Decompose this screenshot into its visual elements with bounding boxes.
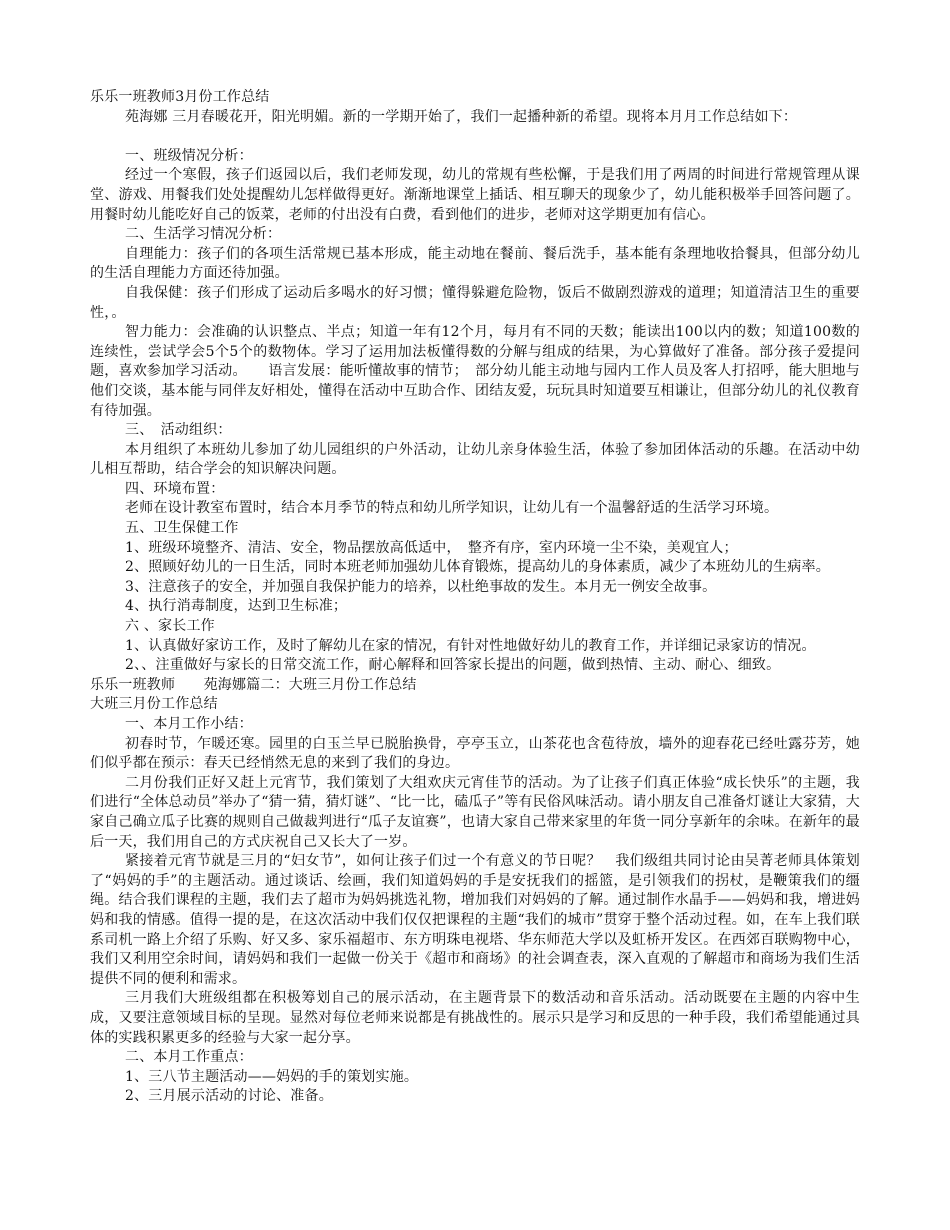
subtitle: 大班三月份工作总结 — [90, 696, 218, 713]
list-item: 1、三八节主题活动——妈妈的手的策划实施。 — [125, 1068, 419, 1085]
paragraph: 智力能力：会准确的认识整点、半点；知道一年有12个月，每月有不同的天数；能读出100以内的数；知道100数的连续性，尝试学会5个5个的数物体。学习了运用加法板懂得数的分解与组成的结果，为心算做好了准备。部分孩子爱提问题，喜欢参加学习活动。 语言发展：能听懂故事的情节； 部分幼儿能主动地与园内工作人员及客人打招呼，能大胆地与他们交谈，基本能与同伴友好相处，懂得在活动中互助合作、团结友爱，玩玩具时知道要互相谦让，但部分幼儿的礼仪教育有待加强。 — [90, 324, 860, 419]
blank-line — [90, 127, 860, 147]
list-item: 1、班级环境整齐、清洁、安全，物品摆放高低适中， 整齐有序，室内环境一尘不染，美观宜人； — [125, 539, 738, 556]
paragraph: 初春时节，乍暖还寒。园里的白玉兰早已脱胎换骨，亭亭玉立，山茶花也含苞待放，墙外的迎春花已经吐露芬芳，她们似乎都在预示：春天已经悄然无息的来到了我们的身边。 — [90, 735, 860, 772]
section-heading: 二、本月工作重点： — [125, 1049, 253, 1066]
section-heading: 三、 活动组织： — [125, 422, 232, 439]
list-item: 1、认真做好家访工作，及时了解幼儿在家的情况，有针对性地做好幼儿的教育工作，并详细记录家访的情况。 — [125, 637, 816, 654]
list-item: 2、三月展示活动的讨论、准备。 — [125, 1088, 333, 1105]
paragraph: 三月我们大班级组都在积极筹划自己的展示活动，在主题背景下的数活动和音乐活动。活动既要在主题的内容中生成，又要注意领域目标的呈现。显然对每位老师来说都是有挑战性的。展示只是学习和反思的一种手段，我们希望能通过具体的实践积累更多的经验与大家一起分享。 — [90, 990, 860, 1046]
section-heading: 四、环境布置： — [125, 480, 225, 497]
paragraph: 本月组织了本班幼儿参加了幼儿园组织的户外活动，让幼儿亲身体验生活，体验了参加团体活动的乐趣。在活动中幼儿相互帮助，结合学会的知识解决问题。 — [90, 441, 860, 478]
paragraph: 经过一个寒假，孩子们返园以后，我们老师发现，幼儿的常规有些松懈，于是我们用了两周的时间进行常规管理从课堂、游戏、用餐我们处处提醒幼儿怎样做得更好。渐渐地课堂上插话、相互聊天的现象少了，幼儿能积极举手回答问题了。用餐时幼儿能吃好自己的饭菜，老师的付出没有白费，看到他们的进步，老师对这学期更加有信心。 — [90, 167, 860, 223]
section-heading: 五、卫生保健工作 — [125, 520, 239, 537]
section-heading: 一、本月工作小结： — [125, 716, 253, 732]
list-item: 2、照顾好幼儿的一日生活，同时本班老师加强幼儿体育锻炼，提高幼儿的身体素质，减少了本班幼儿的生病率。 — [125, 559, 830, 576]
paragraph: 苑海娜 三月春暖花开，阳光明媚。新的一学期开始了，我们一起播种新的希望。现将本月月工作总结如下： — [125, 108, 798, 125]
paragraph: 自我保健：孩子们形成了运动后多喝水的好习惯；懂得躲避危险物，饭后不做剧烈游戏的道理；知道清洁卫生的重要性，。 — [90, 284, 860, 321]
paragraph: 紧接着元宵节就是三月的“妇女节”，如何让孩子们过一个有意义的节日呢？ 我们级组共同讨论由吴菁老师具体策划了“妈妈的手”的主题活动。通过谈话、绘画，我们知道妈妈的手是安抚我们的摇篮，是引领我们的拐杖，是鞭策我们的缰绳。结合我们课程的主题，我们去了超市为妈妈挑选礼物，增加我们对妈妈的了解。通过制作水晶手——妈妈和我，增进妈妈和我的情感。值得一提的是，在这次活动中我们仅仅把课程的主题“我们的城市”贯穿于整个活动过程。如，在车上我们联系司机一路上介绍了乐购、好又多、家乐福超市、东方明珠电视塔、华东师范大学以及虹桥开发区。在西郊百联购物中心，我们又利用空余时间，请妈妈和我们一起做一份关于《超市和商场》的社会调查表，深入直观的了解超市和商场为我们生活提供不同的便利和需求。 — [90, 853, 860, 987]
section-heading: 二、生活学习情况分析： — [125, 226, 282, 243]
document-title: 乐乐一班教师3月份工作总结 — [90, 89, 270, 105]
paragraph: 二月份我们正好又赶上元宵节，我们策划了大组欢庆元宵佳节的活动。为了让孩子们真正体验“成长快乐”的主题，我们进行“全体总动员”举办了“猜一猜，猜灯谜”、“比一比，磕瓜子”等有民俗风味活动。请小朋友自己准备灯谜让大家猜，大家自己确立瓜子比赛的规则自己做裁判进行“瓜子友谊赛”，也请大家自己带来家里的年货一同分享新年的余味。在新年的最后一天，我们用自己的方式庆祝自己又长大了一岁。 — [90, 774, 860, 850]
section-heading: 六 、家长工作 — [125, 618, 215, 635]
section-heading: 一、班级情况分析： — [125, 147, 253, 164]
paragraph: 老师在设计教室布置时，结合本月季节的特点和幼儿所学知识，让幼儿有一个温馨舒适的生活学习环境。 — [125, 500, 779, 517]
list-item: 2、、注重做好与家长的日常交流工作，耐心解释和回答家长提出的问题，做到热情、主动、耐心、细致。 — [125, 657, 781, 674]
list-item: 4、执行消毒制度，达到卫生标准； — [125, 598, 348, 615]
list-item: 3、注意孩子的安全，并加强自我保护能力的培养，以杜绝事故的发生。本月无一例安全故事。 — [125, 578, 717, 595]
signature-line: 乐乐一班教师 苑海娜篇二：大班三月份工作总结 — [90, 676, 417, 693]
document-body — [90, 88, 860, 1107]
paragraph: 自理能力：孩子们的各项生活常规已基本形成，能主动地在餐前、餐后洗手，基本能有条理地收拾餐具，但部分幼儿的生活自理能力方面还待加强。 — [90, 245, 860, 282]
